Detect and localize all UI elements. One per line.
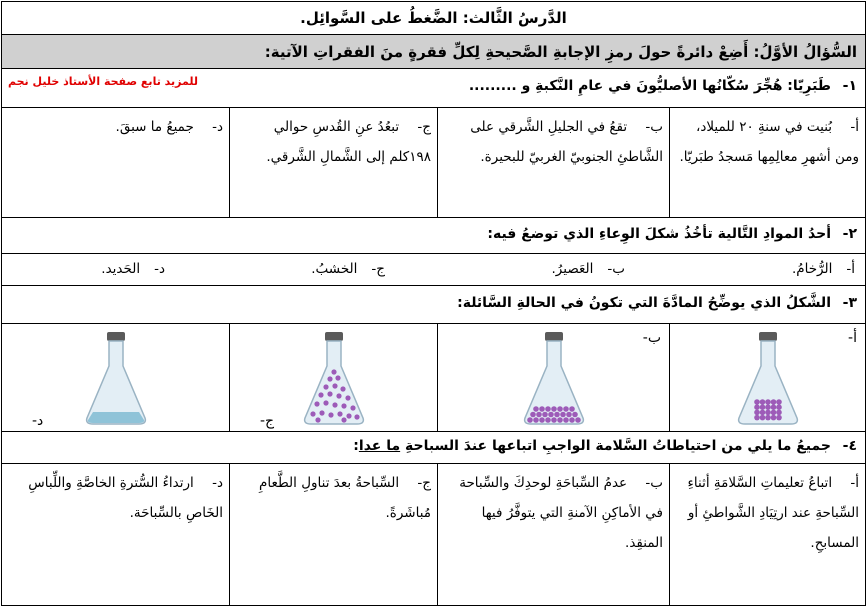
particle	[548, 412, 554, 418]
particle	[770, 415, 776, 421]
particle	[569, 406, 575, 412]
particle	[331, 369, 336, 374]
item3-option-d[interactable]	[2, 324, 229, 431]
particle	[776, 399, 782, 405]
particle	[328, 412, 333, 417]
particle	[341, 403, 346, 408]
particle	[569, 417, 575, 423]
particle	[319, 410, 324, 415]
item3-question: الشَّكلُ الذي يوضِّحُ المادَّةَ التي تكونُ في الحالةِ السَّائلة:	[457, 295, 831, 311]
particle	[530, 412, 536, 418]
particle	[754, 415, 760, 421]
particle	[770, 404, 776, 410]
particle	[539, 417, 545, 423]
particle	[759, 399, 765, 405]
particle	[759, 410, 765, 416]
option-letter: أ-	[846, 261, 855, 277]
particle	[350, 405, 355, 410]
particle	[354, 414, 359, 419]
particle	[323, 400, 328, 405]
particle	[345, 395, 350, 400]
particle	[770, 399, 776, 405]
particle	[754, 404, 760, 410]
option-text: عدمُ السِّباحَةِ لوحدِكَ والسِّباحة في الأماكِنِ الآمنةِ التي يتوفَّرُ فيها المنقِذ.	[459, 475, 663, 551]
option-letter: ب-	[645, 119, 663, 135]
particle	[332, 402, 337, 407]
flask-gas-particles-icon	[299, 332, 369, 428]
item3-option-b[interactable]	[437, 324, 669, 431]
option-text: الرُّخامُ.	[791, 261, 833, 277]
particle	[340, 386, 345, 391]
particle	[332, 383, 337, 388]
item4-question-text: جميعُ ما يلي من احتياطاتُ السَّلامة الواجبِ اتباعها عندَ السباحةِ	[400, 438, 831, 454]
item4-question-colon: :	[353, 438, 359, 454]
option-text: تقعُ في الجليلِ الشَّرقي على الشَّاطئِ الجنوبيّ الغربيّ للبحيرة.	[470, 119, 663, 165]
particle	[327, 376, 332, 381]
item4-question-row	[2, 432, 865, 464]
item4-question-emphasis: ما عدا	[358, 438, 401, 454]
particle	[315, 417, 320, 422]
particle	[341, 417, 346, 422]
particle	[776, 410, 782, 416]
item1-question: طَبَرِيّا: هُجِّرَ سُكّانُها الأصليُّونَ في عامِ النَّكبةِ و .........	[468, 78, 831, 94]
particle	[327, 391, 332, 396]
item2-option-a[interactable]	[792, 254, 855, 284]
item1-question-row	[2, 69, 865, 108]
item3-number: ٣-	[842, 295, 857, 311]
particle	[563, 406, 569, 412]
option-letter: ب-	[645, 475, 663, 491]
flask-liquid-icon	[81, 332, 151, 428]
particle	[335, 375, 340, 380]
particle	[346, 413, 351, 418]
item3-option-a[interactable]	[669, 324, 865, 431]
item3-question-row	[2, 286, 865, 324]
particle	[754, 399, 760, 405]
item3-option-c[interactable]	[229, 324, 437, 431]
option-text: ارتداءُ السُّترةِ الخاصَّةِ واللِّباسِ الخَاصِ بالسِّباحَة.	[28, 475, 223, 521]
option-text: جميعُ ما سبقَ.	[115, 119, 194, 135]
option-text: اتباعُ تعليماتِ السَّلامَةِ أثناءِ السِّباحةِ عند ارتِيَادِ الشَّواطئِ أو المسابحِ.	[687, 475, 859, 551]
option-letter: أ-	[850, 475, 859, 491]
item1-number: ١-	[842, 78, 857, 94]
particle	[551, 406, 557, 412]
item4-option-a[interactable]	[669, 464, 865, 605]
item2-number: ٢-	[842, 226, 857, 242]
worksheet	[1, 1, 866, 606]
particle	[533, 417, 539, 423]
particle	[765, 399, 771, 405]
particle	[560, 412, 566, 418]
particle	[536, 412, 542, 418]
item4-option-c[interactable]	[229, 464, 437, 605]
particle	[575, 417, 581, 423]
particle	[557, 406, 563, 412]
option-letter: د-	[154, 261, 165, 277]
option-letter: ج-	[417, 119, 431, 135]
particle	[533, 406, 539, 412]
particle	[337, 411, 342, 416]
particle	[765, 415, 771, 421]
question-one-heading: السُّؤالُ الأوَّلُ: أَضِعْ دائرةً حولَ رمزِ الإجابةِ الصَّحيحةِ لِكلِّ فقرةٍ منَ الفقراتِ الآتية:	[2, 35, 865, 69]
option-letter: ج-	[417, 475, 431, 491]
item2-option-d[interactable]	[101, 254, 165, 284]
item4-option-d[interactable]	[2, 464, 229, 605]
option-text: الخشبُ.	[311, 261, 358, 277]
item1-option-d[interactable]	[2, 108, 229, 217]
particle	[754, 410, 760, 416]
particle	[551, 417, 557, 423]
option-text: تبعُدُ عنِ القُدسِ حوالي ١٩٨كلم إلى الشَّمالِ الشَّرقي.	[266, 119, 431, 165]
particle	[563, 417, 569, 423]
item1-option-c[interactable]	[229, 108, 437, 217]
option-letter: ج-	[260, 413, 275, 429]
particle	[557, 417, 563, 423]
particle	[310, 411, 315, 416]
particle	[318, 392, 323, 397]
particle	[770, 410, 776, 416]
particle	[323, 384, 328, 389]
particle	[776, 404, 782, 410]
item1-option-a[interactable]	[669, 108, 865, 217]
particle	[566, 412, 572, 418]
particle	[542, 412, 548, 418]
particle	[545, 417, 551, 423]
item2-option-c[interactable]	[311, 254, 385, 284]
option-letter: د-	[212, 119, 223, 135]
option-text: السِّباحةُ بعدَ تناولِ الطَّعامِ مُباشَرةً.	[259, 475, 431, 521]
option-letter: أ-	[848, 330, 857, 346]
item1-option-b[interactable]	[437, 108, 669, 217]
particle	[776, 415, 782, 421]
particle	[554, 412, 560, 418]
option-text: بُنيت في سنةِ ٢٠ للميلاد، ومن أشهرِ معالِمِها مَسجدُ طبَريّا.	[679, 119, 859, 165]
lesson-title: الدَّرسُ الثَّالث: الضَّغطُ على السَّوائِل.	[2, 2, 865, 35]
item1-options	[2, 108, 865, 218]
particle	[572, 412, 578, 418]
particle	[545, 406, 551, 412]
option-letter: أ-	[850, 119, 859, 135]
option-letter: ج-	[371, 261, 385, 277]
particle	[539, 406, 545, 412]
option-letter: د-	[32, 413, 44, 429]
option-letter: د-	[212, 475, 223, 491]
item2-question: أحدُ الموادِ التَّالية تأخُذُ شكلَ الوِعاءِ الذي توضعُ فيه:	[487, 226, 831, 242]
option-text: العَصيرُ.	[551, 261, 594, 277]
particle	[336, 393, 341, 398]
item2-options	[2, 254, 865, 286]
item4-option-b[interactable]	[437, 464, 669, 605]
flask-solid-packed-icon	[733, 332, 803, 428]
flask-liquid-particles-icon	[519, 332, 589, 428]
item3-options	[2, 324, 865, 432]
particle	[765, 404, 771, 410]
item2-question-row	[2, 218, 865, 254]
particle	[527, 417, 533, 423]
option-text: الحَديد.	[101, 261, 141, 277]
particle	[765, 410, 771, 416]
particle	[759, 415, 765, 421]
item4-question	[353, 438, 831, 454]
item2-option-b[interactable]	[552, 254, 626, 284]
promo-text: للمزيد تابع صفحة الأستاذ خليل نجم	[8, 75, 198, 88]
option-letter: ب-	[607, 261, 625, 277]
item4-options	[2, 464, 865, 605]
item4-number: ٤-	[842, 438, 857, 454]
particle	[314, 401, 319, 406]
particle	[759, 404, 765, 410]
option-letter: ب-	[642, 330, 661, 346]
